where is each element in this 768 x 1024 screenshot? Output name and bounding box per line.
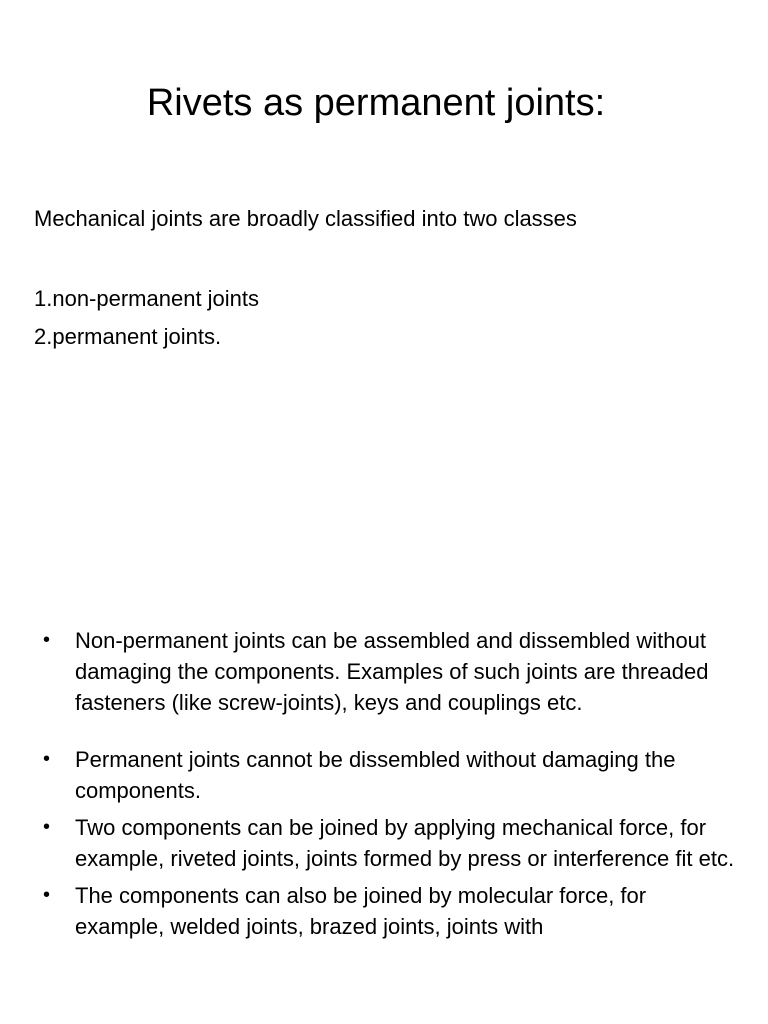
bullet-text: Permanent joints cannot be dissembled without damaging the components. xyxy=(75,747,676,803)
class-item-permanent: 2.permanent joints. xyxy=(34,324,222,349)
bullet-item-non-permanent xyxy=(0,625,768,718)
bullet-text: The components can also be joined by molecular force, for example, welded joints, brazed joints, joints with xyxy=(75,883,647,939)
bullet-item-permanent xyxy=(0,744,768,806)
bullet-icon: • xyxy=(43,629,51,651)
bullet-icon: • xyxy=(43,884,51,906)
bullet-icon: • xyxy=(43,748,51,770)
intro-text: Mechanical joints are broadly classified into two classes xyxy=(34,206,577,231)
bullet-icon: • xyxy=(43,816,51,838)
class-item-non-permanent: 1.non-permanent joints xyxy=(34,286,260,311)
slide-title: Rivets as permanent joints: xyxy=(146,82,606,124)
bullet-item-mechanical-force xyxy=(0,812,768,874)
bullet-text: Non-permanent joints can be assembled and dissembled without damaging the components. Examples of such joints are threaded fasteners (like screw-joints), keys and couplings etc. xyxy=(75,628,709,715)
bullet-text: Two components can be joined by applying mechanical force, for example, riveted joints, joints formed by press or interference fit etc. xyxy=(75,815,735,871)
joint-classes-list xyxy=(34,280,259,356)
bullet-item-molecular-force xyxy=(0,880,768,942)
bullet-list xyxy=(0,625,768,942)
